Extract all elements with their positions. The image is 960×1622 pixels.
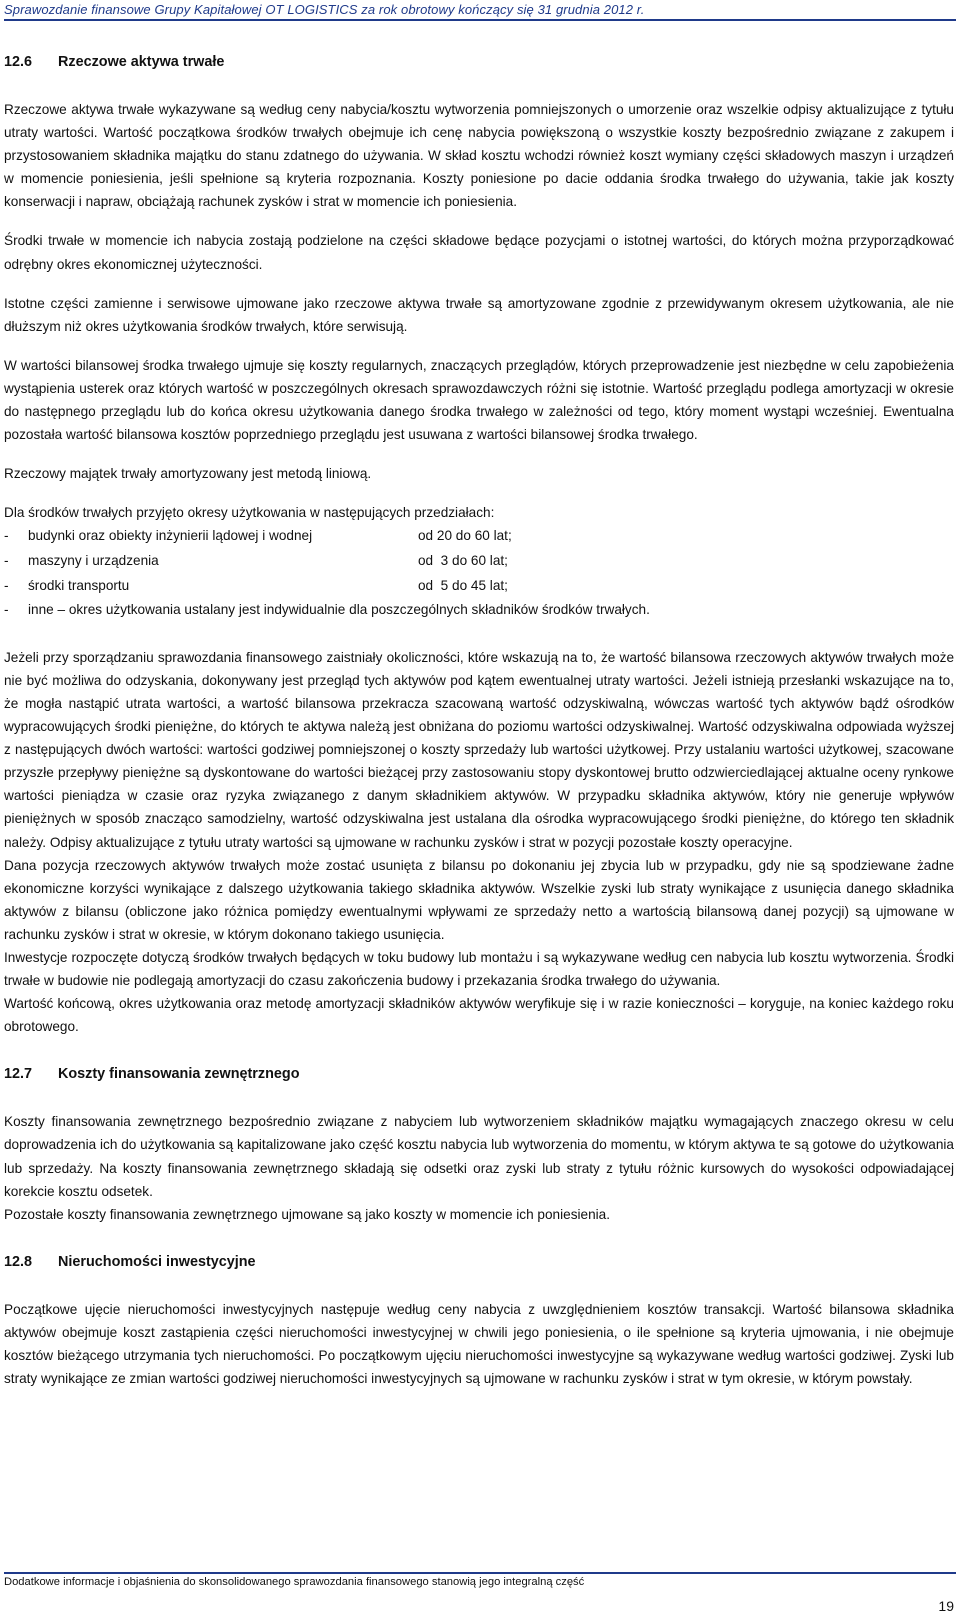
paragraph: Koszty finansowania zewnętrznego bezpośrednio związane z nabyciem lub wytworzeniem składników majątku wymagających znaczego okresu w celu doprowadzenia ich do użytkowania są kapitalizowane jako część kosztu nabycia lub wytworzenia do momentu, w którym aktywa te są gotowe do użytkowania lub sprzedaży. Na koszty finansowania zewnętrznego składają się odsetki oraz zyski lub straty z tytułu różnic kursowych do wysokości odpowiadającej korekcie kosztu odsetek.: [4, 1114, 954, 1199]
paragraph: Wartość końcową, okres użytkowania oraz metodę amortyzacji składników aktywów weryfikuje się i w razie konieczności – koryguje, na koniec każdego roku obrotowego.: [4, 996, 954, 1035]
asset-category: maszyny i urządzenia: [28, 553, 159, 568]
paragraph: Środki trwałe w momencie ich nabycia zostają podzielone na części składowe będące pozycjami o istotnej wartości, do których można przyporządkować odrębny okres ekonomicznej użyteczności.: [4, 233, 954, 272]
paragraph: Początkowe ujęcie nieruchomości inwestycyjnych następuje według ceny nabycia z uwzględnieniem kosztów transakcji. Wartość bilansowa składnika aktywów obejmuje koszt zastąpienia części nieruchomości inwestycyjnej w chwili jego poniesienia, o ile spełnione są kryteria ujmowania, i nie obejmuje kosztów bieżącego utrzymania tych nieruchomości. Po początkowym ujęciu nieruchomości inwestycyjne są wykazywane według wartości godziwej. Zyski lub straty wynikające ze zmian wartości godziwej nieruchomości inwestycyjnych są ujmowane w rachunku zysków i strat w tym okresie, w którym powstały.: [4, 1301, 954, 1387]
paragraph: Dana pozycja rzeczowych aktywów trwałych może zostać usunięta z bilansu po dokonaniu jej zbycia lub w przypadku, gdy nie są spodziewane żadne ekonomiczne korzyści wynikające z dalszego użytkowania takiego składnika aktywów. Wszelkie zyski lub straty wynikające z usunięcia danego składnika aktywów z bilansu (obliczone jako różnica pomiędzy ewentualnymi wpływami ze sprzedaży netto a wartością bilansową danej pozycji) są ujmowane w rachunku zysków i strat w okresie, w którym dokonano takiego usunięcia.: [4, 857, 954, 942]
paragraph: Jeżeli przy sporządzaniu sprawozdania finansowego zaistniały okoliczności, które wskazują na to, że wartość bilansowa rzeczowych aktywów trwałych może nie być możliwa do odzyskania, dokonywany jest przegląd tych aktywów pod kątem ewentualnej utraty wartości. Jeżeli istnieją przesłanki wskazujące na to, że mogła nastąpić utrata wartości, a wartość bilansowa przekracza szacowaną wartość odzyskiwalną, wówczas wartość tych aktywów bądź ośrodków wypracowujących środki pieniężne, do których te aktywa należą jest obniżana do poziomu wartości odzyskiwalnej. Wartość odzyskiwalna odpowiada wyższej z następujących dwóch wartości: wartości godziwej pomniejszonej o koszty sprzedaży lub wartości użytkowej. Przy ustalaniu wartości użytkowej, szacowane przyszłe przepływy pieniężne są dyskontowane do wartości bieżącej przy zastosowaniu stopy dyskontowej brutto odzwierciedlającej aktualne oceny rynkowe wartości pieniądza w czasie oraz ryzyka związanego z danym składnikiem aktywów. W przypadku składnika aktywów, który nie generuje wpływów pieniężnych w sposób znacząco samodzielny, wartość odzyskiwalna jest ustalana dla ośrodka wypracowującego środki pieniężne, do którego ten składnik należy. Odpisy aktualizujące z tytułu utraty wartości są ujmowane w rachunku zysków i strat w pozycji pozostałe koszty operacyjne.: [4, 649, 954, 850]
page-number: 19: [938, 1598, 954, 1614]
header-rule: [4, 19, 956, 21]
list-item: [4, 574, 954, 599]
running-header: Sprawozdanie finansowe Grupy Kapitałowej OT LOGISTICS za rok obrotowy kończący się 31 grudnia 2012 r.: [4, 2, 645, 17]
asset-category: środki transportu: [28, 577, 130, 593]
paragraph: W wartości bilansowej środka trwałego ujmuje się koszty regularnych, znaczących przeglądów, których przeprowadzenie jest niezbędne w celu zapobieżenia wystąpienia usterek oraz których wartość w poszczególnych okresach sprawozdawczych różni się istotnie. Wartość przeglądu podlega amortyzacji w okresie do następnego przeglądu lub do końca okresu użytkowania danego środka trwałego w zależności od tego, który moment wystąpi wcześniej. Ewentualna pozostała wartość bilansowa kosztów poprzedniego przeglądu jest usuwana z wartości bilansowej środka trwałego.: [4, 357, 954, 443]
section-number: 12.8: [4, 1253, 33, 1270]
section-number: 12.7: [4, 1066, 33, 1083]
section-heading-12-6: [4, 49, 954, 75]
list-dash: -: [4, 577, 9, 593]
section-title: Rzeczowe aktywa trwałe: [58, 54, 225, 70]
section-heading-12-7: [4, 1061, 954, 1087]
page-content: [4, 49, 954, 1390]
list-item: [4, 598, 954, 623]
footer-rule: [4, 1572, 956, 1574]
useful-life-list: [4, 524, 954, 622]
asset-category: inne – okres użytkowania ustalany jest indywidualnie dla poszczególnych składników środków trwałych.: [28, 602, 650, 618]
asset-category: budynki oraz obiekty inżynierii lądowej i wodnej: [28, 528, 313, 544]
paragraph: Rzeczowy majątek trwały amortyzowany jest metodą liniową.: [4, 466, 372, 482]
useful-life-period: od 3 do 60 lat;: [418, 553, 508, 568]
useful-life-period: od 20 do 60 lat;: [418, 528, 512, 544]
paragraph: Istotne części zamienne i serwisowe ujmowane jako rzeczowe aktywa trwałe są amortyzowane zgodnie z przewidywanym okresem użytkowania, ale nie dłuższym niż okres użytkowania środków trwałych, które serwisują.: [4, 295, 954, 334]
section-title: Koszty finansowania zewnętrznego: [58, 1066, 300, 1083]
paragraph: Pozostałe koszty finansowania zewnętrznego ujmowane są jako koszty w momencie ich poniesienia.: [4, 1206, 610, 1222]
list-dash: -: [4, 602, 9, 618]
paragraph: Dla środków trwałych przyjęto okresy użytkowania w następujących przedziałach:: [4, 505, 495, 521]
paragraph: Rzeczowe aktywa trwałe wykazywane są według ceny nabycia/kosztu wytworzenia pomniejszonych o umorzenie oraz wszelkie odpisy aktualizujące z tytułu utraty wartości. Wartość początkowa środków trwałych obejmuje ich cenę nabycia powiększoną o wszystkie koszty bezpośrednio związane z zakupem i przystosowaniem składnika majątku do stanu zdatnego do używania. W skład kosztu wchodzi również koszt wymiany części składowych maszyn i urządzeń w momencie poniesienia, jeśli spełnione są kryteria rozpoznania. Koszty poniesione po dacie oddania środka trwałego do używania, takie jak koszty konserwacji i napraw, obciążają rachunek zysków i strat w momencie ich poniesienia.: [4, 102, 954, 210]
list-dash: -: [4, 528, 9, 544]
section-heading-12-8: [4, 1249, 954, 1275]
section-number: 12.6: [4, 54, 33, 70]
list-item: [4, 549, 954, 574]
list-item: [4, 524, 954, 549]
useful-life-period: od 5 do 45 lat;: [418, 577, 508, 593]
section-title: Nieruchomości inwestycyjne: [58, 1253, 256, 1270]
footer-note: Dodatkowe informacje i objaśnienia do skonsolidowanego sprawozdania finansowego stanowią jego integralną część: [4, 1576, 585, 1588]
list-dash: -: [4, 553, 9, 568]
paragraph: Inwestycje rozpoczęte dotyczą środków trwałych będących w toku budowy lub montażu i są wykazywane według cen nabycia lub kosztu wytworzenia. Środki trwałe w budowie nie podlegają amortyzacji do czasu zakończenia budowy i przekazania środka trwałego do używania.: [4, 950, 954, 989]
